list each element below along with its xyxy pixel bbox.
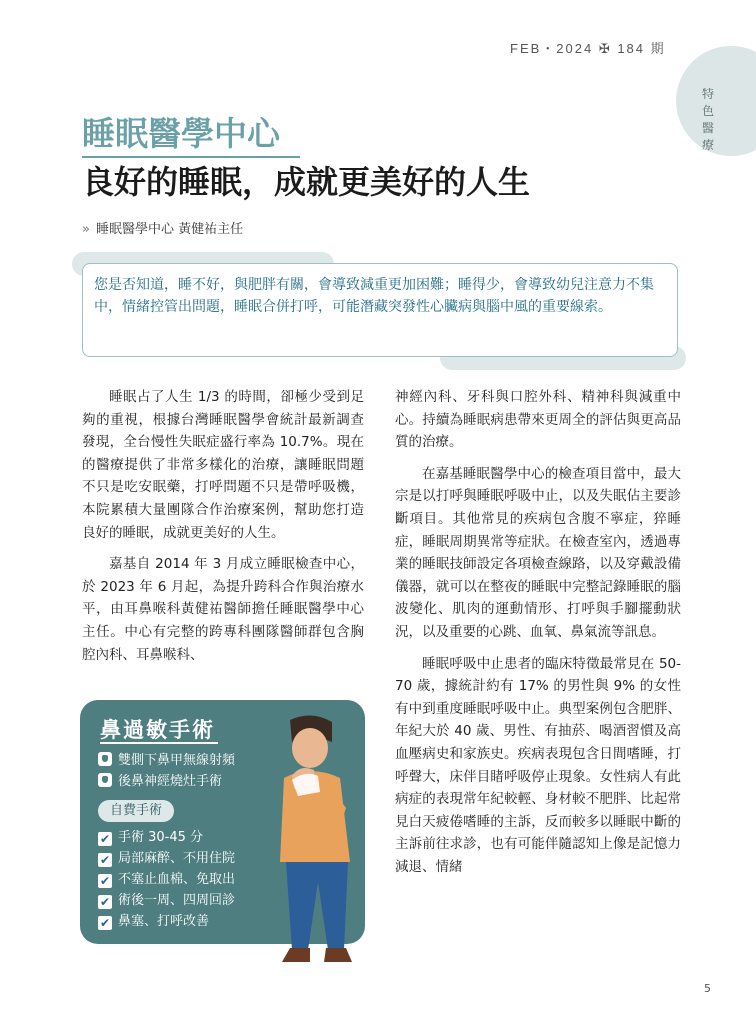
checkbox-icon: ✔ xyxy=(99,853,111,867)
checklist-label: 術後一周、四周回診 xyxy=(118,893,236,908)
paragraph: 睡眠呼吸中止患者的臨床特徵最常見在 50-70 歲，據統計約有 17% 的男性與 9% 的女性有中到重度睡眠呼吸中止。典型案例包含肥胖、年紀大於 40 歲、男性、有抽菸、喝酒習慣及高血壓病史和家族史。疾病表現包含日間嗜睡，打呼聲大，床伴目睹呼吸停止現象。女性病人有此病症的表現常年紀較輕、身材較不肥胖、比起常見白天疲倦嗜睡的主訴，反而較多以睡眠中斷的主訴前往求診，也有可能伴隨認知上像是記憶力減退、情緒 xyxy=(395,655,681,875)
title-underline xyxy=(82,156,300,158)
checkbox-icon: ✔ xyxy=(99,874,111,888)
article-subtitle: 良好的睡眠，成就更美好的人生 xyxy=(82,163,531,201)
sidebar-box-title-underline xyxy=(100,742,218,744)
feature-item xyxy=(98,752,235,770)
paragraph: 在嘉基睡眠醫學中心的檢查項目當中，最大宗是以打呼與睡眠呼吸中止，以及失眠佔主要診斷項目。其他常見的疾病包含腹不寧症，猝睡症，睡眠周期異常等症狀。在檢查室內，透過專業的睡眠技師設定各項檢查線路，以及穿戴設備儀器，就可以在整夜的睡眠中完整記錄睡眠的腦波變化、肌肉的運動情形、打呼與手腳擺動狀況，以及重要的心跳、血氧、鼻氣流等訊息。 xyxy=(395,465,681,640)
sneezing-person-illustration xyxy=(262,712,362,972)
paragraph: 神經內科、牙科與口腔外科、精神科與減重中心。持續為睡眠病患帶來更周全的評估與更高品質的治療。 xyxy=(395,389,681,451)
intro-text: 您是否知道，睡不好，與肥胖有關，會導致減重更加困難；睡得少，會導致幼兒注意力不集中，情緒控管出問題，睡眠合併打呼，可能潛藏突發性心臟病與腦中風的重要線索。 xyxy=(94,277,654,315)
self-pay-badge: 自費手術 xyxy=(98,800,174,822)
body-column-left xyxy=(82,386,364,666)
section-tag: 特色醫療 xyxy=(701,87,714,152)
tooth-icon xyxy=(98,773,112,787)
checkbox-icon: ✔ xyxy=(99,895,111,909)
checklist-item xyxy=(98,913,209,931)
checklist-label: 不塞止血棉、免取出 xyxy=(118,872,236,887)
checklist-label: 鼻塞、打呼改善 xyxy=(118,914,210,929)
checklist-label: 手術 30-45 分 xyxy=(118,830,204,845)
feature-item xyxy=(98,773,222,791)
checkbox-icon: ✔ xyxy=(99,916,111,930)
author-marker: » xyxy=(82,222,90,237)
feature-label: 後鼻神經燒灶手術 xyxy=(118,774,223,789)
checklist-item xyxy=(98,871,235,889)
checkbox-icon: ✔ xyxy=(99,832,111,846)
paragraph: 睡眠占了人生 1/3 的時間，卻極少受到足夠的重視，根據台灣睡眠醫學會統計最新調查發現，全台慢性失眠症盛行率為 10.7%。現在的醫療提供了非常多樣化的治療，讓睡眠問題不只是吃安眠藥，打呼問題不只是帶呼吸機，本院累積大量團隊合作治療案例，幫助您打造良好的睡眠，成就更美好的人生。 xyxy=(82,389,364,541)
feature-label: 雙側下鼻甲無線射頻 xyxy=(118,753,236,768)
checklist-item xyxy=(98,829,203,847)
checklist-label: 局部麻醉、不用住院 xyxy=(118,851,236,866)
body-column-right xyxy=(395,386,681,878)
issue-label: FEB・2024 ✠ 184 期 xyxy=(510,41,666,56)
article-title: 睡眠醫學中心 xyxy=(82,114,280,153)
checklist-item xyxy=(98,892,235,910)
sidebar-box-title: 鼻過敏手術 xyxy=(100,718,215,742)
checklist-item xyxy=(98,850,235,868)
author-line xyxy=(82,218,243,237)
author-name: 睡眠醫學中心 黃健祐主任 xyxy=(95,222,244,237)
paragraph: 嘉基自 2014 年 3 月成立睡眠檢查中心，於 2023 年 6 月起，為提升跨科合作與治療水平，由耳鼻喉科黃健祐醫師擔任睡眠醫學中心主任。中心有完整的跨專科團隊醫師群包含胸腔內科、耳鼻喉科、 xyxy=(82,556,364,663)
page-number: 5 xyxy=(704,982,711,995)
tooth-icon xyxy=(98,752,112,766)
